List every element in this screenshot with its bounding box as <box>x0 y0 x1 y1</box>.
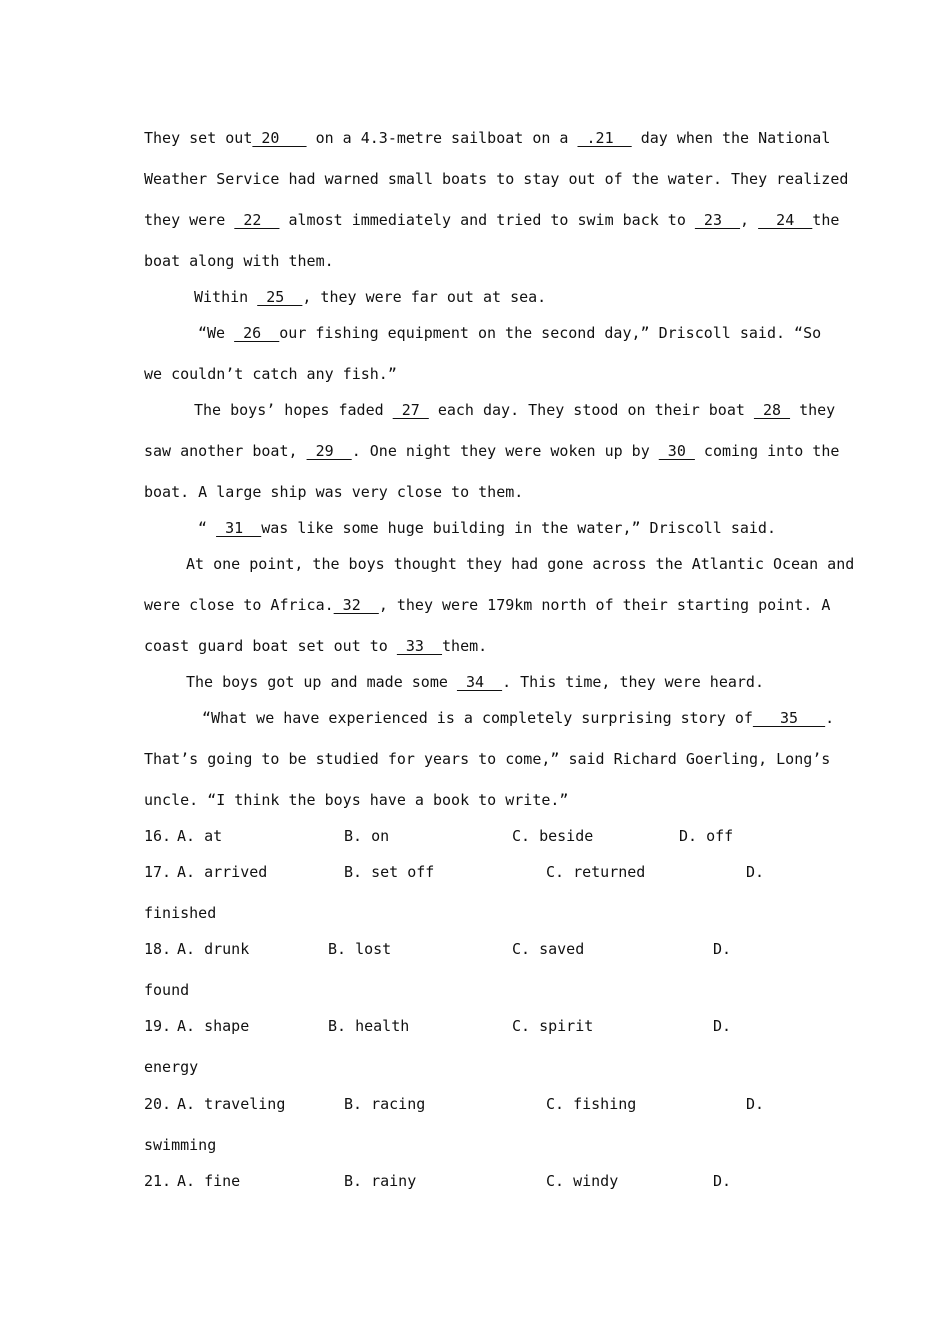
option-c: C. saved <box>512 940 585 958</box>
question-number: 20. <box>144 1095 172 1113</box>
blank-20: 20 <box>252 129 307 147</box>
blank-21: .21 <box>577 129 632 147</box>
blank-25: 25 <box>257 288 303 306</box>
blank-24: 24 <box>758 211 813 229</box>
passage-line: saw another boat, 29 . One night they were woken up by 30 coming into the <box>144 442 840 460</box>
blank-35: 35 <box>752 709 826 727</box>
passage-line: The boys’ hopes faded 27 each day. They stood on their boat 28 they <box>194 401 836 419</box>
option-d-text: finished <box>144 904 217 922</box>
blank-31: 31 <box>216 519 262 537</box>
passage-line: “What we have experienced is a completely surprising story of 35 . <box>202 709 835 727</box>
question-number: 16. <box>144 827 172 845</box>
option-b: B. on <box>344 827 390 845</box>
passage-line: were close to Africa. 32 , they were 179km north of their starting point. A <box>144 596 831 614</box>
blank-28: 28 <box>753 401 791 419</box>
option-a: A. traveling <box>177 1095 286 1113</box>
blank-23: 23 <box>694 211 741 229</box>
passage-line: That’s going to be studied for years to come,” said Richard Goerling, Long’s <box>144 750 831 768</box>
passage-line: “ 31 was like some huge building in the water,” Driscoll said. <box>198 519 776 537</box>
option-d-text: swimming <box>144 1136 217 1154</box>
option-a: A. drunk <box>177 940 250 958</box>
passage-line: “We 26 our fishing equipment on the second day,” Driscoll said. “So <box>198 324 822 342</box>
passage-line: uncle. “I think the boys have a book to write.” <box>144 791 569 809</box>
option-b: B. health <box>328 1017 410 1035</box>
blank-33: 33 <box>396 637 443 655</box>
option-b: B. rainy <box>344 1172 417 1190</box>
option-d: D. <box>713 1172 732 1190</box>
option-c: C. fishing <box>546 1095 637 1113</box>
question-number: 21. <box>144 1172 172 1190</box>
blank-30: 30 <box>658 442 695 460</box>
option-d: D. <box>713 940 732 958</box>
option-d: D. <box>713 1017 732 1035</box>
passage-line: we couldn’t catch any fish.” <box>144 365 397 383</box>
question-number: 18. <box>144 940 172 958</box>
blank-22: 22 <box>234 211 280 229</box>
blank-32: 32 <box>333 596 379 614</box>
passage-line: coast guard boat set out to 33 them. <box>144 637 488 655</box>
passage-line: At one point, the boys thought they had gone across the Atlantic Ocean and <box>186 555 855 573</box>
passage-line: boat along with them. <box>144 252 334 270</box>
option-b: B. set off <box>344 863 435 881</box>
blank-26: 26 <box>234 324 280 342</box>
option-c: C. spirit <box>512 1017 594 1035</box>
option-b: B. lost <box>328 940 392 958</box>
option-a: A. fine <box>177 1172 241 1190</box>
question-number: 19. <box>144 1017 172 1035</box>
passage-line: boat. A large ship was very close to them. <box>144 483 524 501</box>
blank-29: 29 <box>306 442 352 460</box>
option-d-text: found <box>144 981 190 999</box>
option-a: A. arrived <box>177 863 268 881</box>
option-c: C. windy <box>546 1172 619 1190</box>
passage-line: they were 22 almost immediately and tried to swim back to 23 , 24 the <box>144 211 840 229</box>
option-c: C. beside <box>512 827 594 845</box>
passage-line: Weather Service had warned small boats to stay out of the water. They realized <box>144 170 849 188</box>
option-a: A. at <box>177 827 223 845</box>
blank-34: 34 <box>456 673 503 691</box>
option-b: B. racing <box>344 1095 426 1113</box>
option-d: D. off <box>679 827 734 845</box>
blank-27: 27 <box>392 401 429 419</box>
option-d-text: energy <box>144 1058 199 1076</box>
passage-line: They set out 20 on a 4.3-metre sailboat on a .21 day when the National <box>144 129 831 147</box>
passage-line: The boys got up and made some 34 . This time, they were heard. <box>186 673 764 691</box>
option-d: D. <box>746 863 765 881</box>
option-c: C. returned <box>546 863 646 881</box>
option-a: A. shape <box>177 1017 250 1035</box>
question-number: 17. <box>144 863 172 881</box>
option-d: D. <box>746 1095 765 1113</box>
passage-line: Within 25 , they were far out at sea. <box>194 288 547 306</box>
